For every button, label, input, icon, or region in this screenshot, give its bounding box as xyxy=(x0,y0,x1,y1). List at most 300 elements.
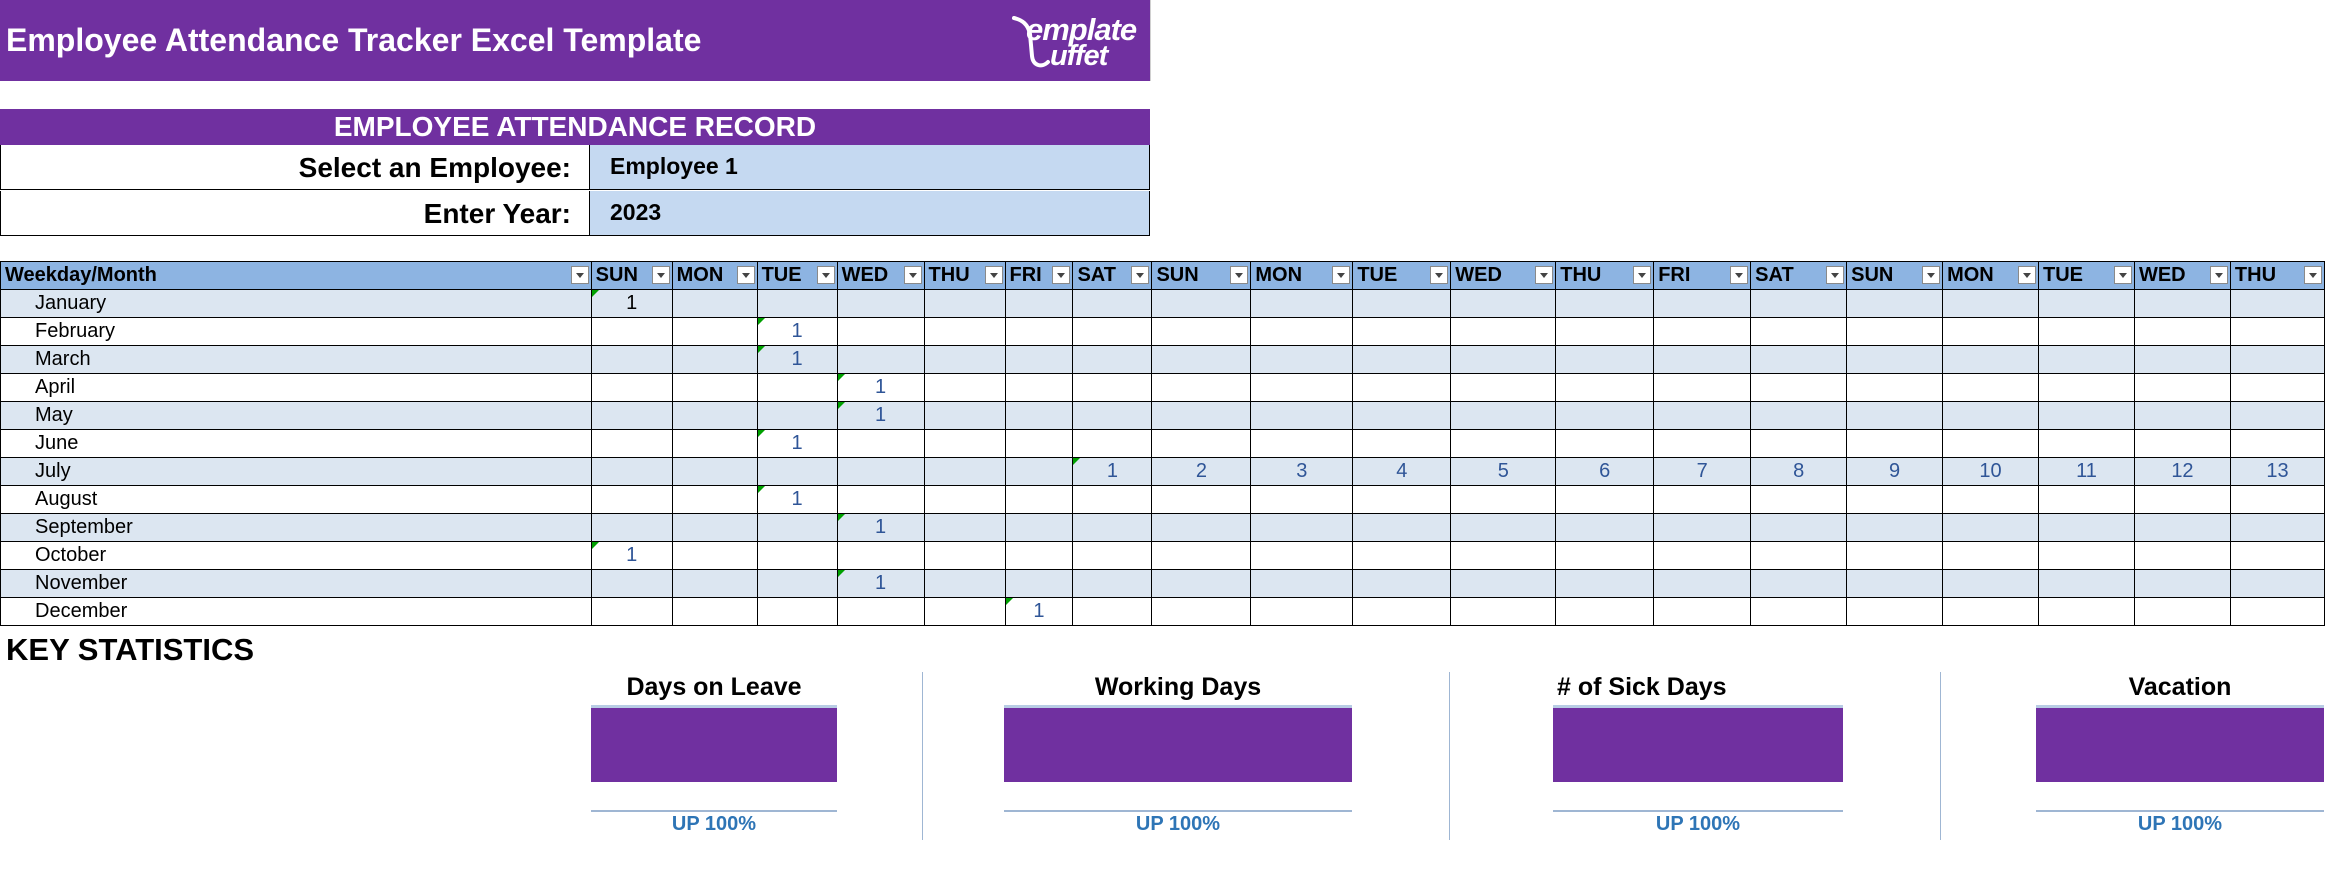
day-cell[interactable] xyxy=(2230,290,2324,318)
day-cell[interactable] xyxy=(1556,486,1654,514)
day-cell[interactable] xyxy=(1943,290,2039,318)
day-cell[interactable] xyxy=(1556,514,1654,542)
day-cell[interactable] xyxy=(2230,346,2324,374)
day-cell[interactable] xyxy=(1073,486,1152,514)
day-cell[interactable] xyxy=(837,346,924,374)
day-cell[interactable] xyxy=(672,318,757,346)
day-cell[interactable] xyxy=(1847,374,1943,402)
day-cell[interactable] xyxy=(672,430,757,458)
day-cell[interactable] xyxy=(1847,598,1943,626)
month-label-cell[interactable]: October xyxy=(1,542,592,570)
day-cell[interactable]: 1 xyxy=(1005,598,1073,626)
day-cell[interactable] xyxy=(1654,290,1751,318)
day-cell[interactable] xyxy=(2039,570,2135,598)
day-cell[interactable] xyxy=(1847,318,1943,346)
day-cell[interactable]: 4 xyxy=(1353,458,1451,486)
day-cell[interactable] xyxy=(1943,402,2039,430)
day-header[interactable] xyxy=(672,262,757,290)
year-input-row xyxy=(0,191,1150,236)
day-cell[interactable] xyxy=(1152,598,1251,626)
day-cell[interactable] xyxy=(2230,542,2324,570)
day-header[interactable] xyxy=(1847,262,1943,290)
day-cell[interactable] xyxy=(2134,374,2230,402)
day-cell[interactable] xyxy=(1251,598,1353,626)
day-cell[interactable] xyxy=(1451,486,1556,514)
day-cell[interactable] xyxy=(2039,346,2135,374)
day-cell[interactable] xyxy=(2230,374,2324,402)
month-label-cell[interactable]: January xyxy=(1,290,592,318)
day-cell[interactable] xyxy=(757,598,837,626)
day-cell[interactable] xyxy=(1556,430,1654,458)
day-cell[interactable] xyxy=(1751,430,1847,458)
day-cell[interactable] xyxy=(1847,570,1943,598)
day-cell[interactable]: 9 xyxy=(1847,458,1943,486)
day-header[interactable] xyxy=(2039,262,2135,290)
day-cell[interactable] xyxy=(672,542,757,570)
day-header[interactable] xyxy=(2230,262,2324,290)
filter-dropdown-icon[interactable] xyxy=(1332,266,1350,284)
filter-dropdown-icon[interactable] xyxy=(2210,266,2228,284)
day-cell[interactable] xyxy=(2039,430,2135,458)
day-cell[interactable] xyxy=(672,486,757,514)
day-cell[interactable] xyxy=(1251,318,1353,346)
day-cell[interactable] xyxy=(1943,514,2039,542)
filter-dropdown-icon[interactable] xyxy=(652,266,670,284)
day-cell[interactable] xyxy=(1556,542,1654,570)
formula-indicator-icon xyxy=(1073,458,1080,465)
day-cell[interactable]: 1 xyxy=(1073,458,1152,486)
day-cell[interactable] xyxy=(2230,598,2324,626)
day-cell[interactable] xyxy=(1751,598,1847,626)
filter-dropdown-icon[interactable] xyxy=(2114,266,2132,284)
day-cell[interactable] xyxy=(757,514,837,542)
day-cell[interactable] xyxy=(924,290,1005,318)
day-cell[interactable] xyxy=(1451,374,1556,402)
day-cell[interactable] xyxy=(2134,290,2230,318)
month-label-cell[interactable]: May xyxy=(1,402,592,430)
day-cell[interactable] xyxy=(1005,458,1073,486)
day-cell[interactable] xyxy=(2134,402,2230,430)
day-cell[interactable] xyxy=(1751,402,1847,430)
day-cell[interactable] xyxy=(1943,374,2039,402)
day-cell[interactable] xyxy=(672,346,757,374)
day-cell[interactable] xyxy=(1152,486,1251,514)
filter-dropdown-icon[interactable] xyxy=(1052,266,1070,284)
day-cell[interactable] xyxy=(2134,542,2230,570)
day-cell[interactable] xyxy=(1654,346,1751,374)
month-label-cell[interactable]: February xyxy=(1,318,592,346)
day-cell[interactable] xyxy=(837,430,924,458)
day-cell[interactable] xyxy=(1556,346,1654,374)
day-cell[interactable] xyxy=(757,374,837,402)
day-cell[interactable] xyxy=(1451,598,1556,626)
month-row xyxy=(1,402,2325,430)
year-input-cell[interactable]: 2023 xyxy=(590,191,1150,236)
day-cell[interactable] xyxy=(1152,430,1251,458)
filter-dropdown-icon[interactable] xyxy=(985,266,1003,284)
day-cell[interactable] xyxy=(1943,542,2039,570)
day-cell[interactable] xyxy=(2134,430,2230,458)
day-cell[interactable] xyxy=(1751,486,1847,514)
day-cell[interactable] xyxy=(1654,318,1751,346)
day-cell[interactable] xyxy=(1943,430,2039,458)
day-cell[interactable]: 12 xyxy=(2134,458,2230,486)
day-cell[interactable] xyxy=(2039,318,2135,346)
day-cell[interactable] xyxy=(1751,346,1847,374)
day-cell[interactable] xyxy=(672,458,757,486)
day-header[interactable] xyxy=(757,262,837,290)
day-cell[interactable] xyxy=(1005,514,1073,542)
day-cell[interactable] xyxy=(1943,598,2039,626)
month-row xyxy=(1,598,2325,626)
month-label-cell[interactable]: September xyxy=(1,514,592,542)
day-cell[interactable]: 11 xyxy=(2039,458,2135,486)
day-cell[interactable] xyxy=(1847,346,1943,374)
day-cell[interactable] xyxy=(1005,402,1073,430)
day-cell[interactable] xyxy=(1251,346,1353,374)
filter-dropdown-icon[interactable] xyxy=(1230,266,1248,284)
day-cell[interactable] xyxy=(1152,290,1251,318)
day-cell[interactable] xyxy=(1251,514,1353,542)
day-cell[interactable] xyxy=(1251,290,1353,318)
day-cell[interactable] xyxy=(1847,290,1943,318)
day-cell[interactable] xyxy=(672,514,757,542)
day-cell[interactable]: 10 xyxy=(1943,458,2039,486)
day-header[interactable] xyxy=(1556,262,1654,290)
day-cell[interactable] xyxy=(1654,374,1751,402)
day-cell[interactable]: 2 xyxy=(1152,458,1251,486)
day-cell[interactable] xyxy=(591,486,672,514)
day-header[interactable] xyxy=(2134,262,2230,290)
month-label-cell[interactable]: November xyxy=(1,570,592,598)
day-cell[interactable] xyxy=(924,514,1005,542)
day-cell[interactable] xyxy=(1556,570,1654,598)
day-cell[interactable] xyxy=(2230,402,2324,430)
day-cell[interactable] xyxy=(591,430,672,458)
day-header[interactable] xyxy=(1943,262,2039,290)
days-on-leave-title: Days on Leave xyxy=(626,673,802,701)
day-cell[interactable] xyxy=(837,318,924,346)
formula-indicator-icon xyxy=(838,374,845,381)
day-cell[interactable] xyxy=(2039,486,2135,514)
day-cell[interactable] xyxy=(1152,318,1251,346)
employee-select-cell[interactable]: Employee 1 xyxy=(590,145,1150,190)
day-cell[interactable] xyxy=(672,402,757,430)
day-cell[interactable] xyxy=(1353,290,1451,318)
day-cell[interactable] xyxy=(2134,486,2230,514)
filter-dropdown-icon[interactable] xyxy=(2304,266,2322,284)
filter-dropdown-icon[interactable] xyxy=(1826,266,1844,284)
day-header[interactable] xyxy=(1251,262,1353,290)
day-cell[interactable] xyxy=(2039,598,2135,626)
day-cell[interactable] xyxy=(924,598,1005,626)
filter-dropdown-icon[interactable] xyxy=(737,266,755,284)
day-cell[interactable]: 7 xyxy=(1654,458,1751,486)
day-cell[interactable] xyxy=(1943,486,2039,514)
day-header[interactable] xyxy=(1654,262,1751,290)
day-cell[interactable]: 1 xyxy=(757,346,837,374)
day-cell[interactable] xyxy=(924,402,1005,430)
filter-dropdown-icon[interactable] xyxy=(1535,266,1553,284)
day-cell[interactable] xyxy=(1005,430,1073,458)
day-cell[interactable] xyxy=(591,318,672,346)
day-cell[interactable]: 13 xyxy=(2230,458,2324,486)
day-cell[interactable] xyxy=(2230,514,2324,542)
day-cell[interactable] xyxy=(1005,318,1073,346)
day-cell[interactable] xyxy=(924,318,1005,346)
day-cell[interactable] xyxy=(1353,430,1451,458)
grid-body xyxy=(1,290,2325,626)
day-header[interactable] xyxy=(1353,262,1451,290)
filter-dropdown-icon[interactable] xyxy=(1922,266,1940,284)
day-cell[interactable] xyxy=(2134,346,2230,374)
day-cell[interactable] xyxy=(1005,486,1073,514)
day-cell[interactable] xyxy=(1353,542,1451,570)
day-cell[interactable] xyxy=(1451,402,1556,430)
day-header-label: SAT xyxy=(1755,264,1794,286)
day-cell[interactable] xyxy=(2230,486,2324,514)
formula-indicator-icon xyxy=(838,402,845,409)
stat-separator xyxy=(1449,672,1450,840)
day-cell[interactable] xyxy=(1353,570,1451,598)
day-cell[interactable] xyxy=(1005,570,1073,598)
day-cell[interactable] xyxy=(1556,290,1654,318)
month-label-cell[interactable]: June xyxy=(1,430,592,458)
day-cell[interactable] xyxy=(1654,486,1751,514)
day-cell[interactable] xyxy=(2134,598,2230,626)
day-cell[interactable]: 1 xyxy=(591,290,672,318)
day-cell[interactable] xyxy=(2039,402,2135,430)
day-cell[interactable] xyxy=(837,290,924,318)
day-cell[interactable] xyxy=(672,290,757,318)
day-cell[interactable] xyxy=(924,374,1005,402)
day-header[interactable] xyxy=(1073,262,1152,290)
day-cell[interactable] xyxy=(2134,514,2230,542)
day-cell[interactable] xyxy=(1353,402,1451,430)
day-cell[interactable] xyxy=(1751,290,1847,318)
day-cell[interactable] xyxy=(1451,346,1556,374)
day-cell[interactable] xyxy=(1451,570,1556,598)
filter-dropdown-icon[interactable] xyxy=(1633,266,1651,284)
day-cell[interactable] xyxy=(591,402,672,430)
day-cell[interactable] xyxy=(591,458,672,486)
day-cell[interactable] xyxy=(1005,542,1073,570)
filter-dropdown-icon[interactable] xyxy=(1730,266,1748,284)
day-cell[interactable] xyxy=(924,570,1005,598)
day-header[interactable] xyxy=(1005,262,1073,290)
day-cell[interactable] xyxy=(837,486,924,514)
day-cell[interactable] xyxy=(1152,402,1251,430)
day-cell[interactable] xyxy=(591,598,672,626)
day-cell[interactable] xyxy=(1353,318,1451,346)
filter-dropdown-icon[interactable] xyxy=(2018,266,2036,284)
filter-dropdown-icon[interactable] xyxy=(1430,266,1448,284)
day-cell[interactable] xyxy=(1556,598,1654,626)
month-label-cell[interactable]: March xyxy=(1,346,592,374)
day-cell[interactable] xyxy=(924,542,1005,570)
day-cell[interactable] xyxy=(1073,430,1152,458)
day-cell[interactable]: 1 xyxy=(837,570,924,598)
day-cell[interactable] xyxy=(1353,346,1451,374)
filter-dropdown-icon[interactable] xyxy=(817,266,835,284)
day-cell[interactable] xyxy=(1251,570,1353,598)
day-cell[interactable] xyxy=(1353,598,1451,626)
day-cell[interactable] xyxy=(1152,374,1251,402)
day-cell[interactable] xyxy=(1751,542,1847,570)
day-cell[interactable] xyxy=(1073,402,1152,430)
day-cell[interactable] xyxy=(672,570,757,598)
filter-dropdown-icon[interactable] xyxy=(1131,266,1149,284)
sick-days-change: UP 100% xyxy=(1655,813,1741,835)
day-cell[interactable] xyxy=(1451,290,1556,318)
day-cell[interactable] xyxy=(1073,374,1152,402)
day-cell[interactable] xyxy=(1005,290,1073,318)
day-cell[interactable] xyxy=(591,374,672,402)
day-cell[interactable] xyxy=(1451,514,1556,542)
day-cell[interactable] xyxy=(1556,374,1654,402)
day-cell[interactable] xyxy=(2134,318,2230,346)
day-cell[interactable] xyxy=(837,542,924,570)
day-cell[interactable] xyxy=(757,542,837,570)
day-cell[interactable] xyxy=(757,290,837,318)
day-header[interactable] xyxy=(837,262,924,290)
day-cell[interactable] xyxy=(1073,346,1152,374)
day-cell[interactable] xyxy=(1654,430,1751,458)
day-cell[interactable] xyxy=(1251,486,1353,514)
day-cell[interactable]: 1 xyxy=(591,542,672,570)
day-cell[interactable] xyxy=(1251,542,1353,570)
day-cell[interactable] xyxy=(2230,430,2324,458)
day-cell[interactable]: 6 xyxy=(1556,458,1654,486)
day-cell[interactable] xyxy=(1073,570,1152,598)
day-cell[interactable]: 1 xyxy=(757,318,837,346)
month-row xyxy=(1,542,2325,570)
day-cell[interactable] xyxy=(1073,542,1152,570)
day-cell[interactable] xyxy=(837,458,924,486)
employee-select-label: Select an Employee: xyxy=(0,145,590,190)
day-cell[interactable]: 1 xyxy=(757,486,837,514)
day-cell[interactable] xyxy=(1654,598,1751,626)
day-cell[interactable] xyxy=(1654,542,1751,570)
day-cell[interactable] xyxy=(1751,374,1847,402)
day-header-label: MON xyxy=(676,264,724,286)
day-cell[interactable] xyxy=(837,598,924,626)
day-cell[interactable]: 1 xyxy=(837,374,924,402)
day-cell[interactable] xyxy=(757,402,837,430)
day-cell[interactable] xyxy=(1751,514,1847,542)
day-cell[interactable] xyxy=(1073,318,1152,346)
day-cell[interactable] xyxy=(1847,542,1943,570)
weekday-month-header[interactable] xyxy=(1,262,592,290)
day-cell[interactable] xyxy=(1654,570,1751,598)
day-cell[interactable] xyxy=(2230,318,2324,346)
day-cell[interactable] xyxy=(1152,346,1251,374)
day-cell[interactable] xyxy=(1751,570,1847,598)
month-label-cell[interactable]: July xyxy=(1,458,592,486)
day-cell[interactable] xyxy=(1005,346,1073,374)
day-cell[interactable] xyxy=(1353,486,1451,514)
day-cell[interactable] xyxy=(1251,430,1353,458)
day-header[interactable] xyxy=(1751,262,1847,290)
day-cell[interactable] xyxy=(1152,570,1251,598)
day-header[interactable] xyxy=(591,262,672,290)
attendance-record-heading: EMPLOYEE ATTENDANCE RECORD xyxy=(0,109,1150,145)
day-cell[interactable] xyxy=(924,430,1005,458)
day-cell[interactable]: 1 xyxy=(837,514,924,542)
weekday-month-label: Weekday/Month xyxy=(5,264,157,286)
day-cell[interactable] xyxy=(1251,374,1353,402)
month-label-cell[interactable]: August xyxy=(1,486,592,514)
day-cell[interactable] xyxy=(2039,374,2135,402)
day-cell[interactable]: 8 xyxy=(1751,458,1847,486)
day-cell[interactable] xyxy=(2230,570,2324,598)
filter-dropdown-icon[interactable] xyxy=(571,266,589,284)
day-cell[interactable] xyxy=(672,374,757,402)
day-cell[interactable]: 1 xyxy=(757,430,837,458)
day-cell[interactable] xyxy=(1654,514,1751,542)
month-row xyxy=(1,430,2325,458)
day-cell[interactable] xyxy=(591,570,672,598)
filter-dropdown-icon[interactable] xyxy=(904,266,922,284)
day-cell[interactable] xyxy=(1353,374,1451,402)
day-cell[interactable] xyxy=(1073,598,1152,626)
day-cell[interactable] xyxy=(1943,570,2039,598)
day-cell[interactable] xyxy=(2134,570,2230,598)
day-cell[interactable] xyxy=(1073,514,1152,542)
day-cell[interactable] xyxy=(1943,318,2039,346)
day-cell[interactable]: 3 xyxy=(1251,458,1353,486)
day-cell[interactable] xyxy=(1847,402,1943,430)
day-cell[interactable] xyxy=(1847,514,1943,542)
day-cell[interactable] xyxy=(2039,514,2135,542)
day-cell[interactable]: 5 xyxy=(1451,458,1556,486)
day-cell[interactable] xyxy=(1005,374,1073,402)
day-header[interactable] xyxy=(924,262,1005,290)
day-cell[interactable] xyxy=(1943,346,2039,374)
day-cell[interactable] xyxy=(672,598,757,626)
day-header[interactable] xyxy=(1451,262,1556,290)
day-header[interactable] xyxy=(1152,262,1251,290)
day-cell[interactable] xyxy=(1152,542,1251,570)
day-cell[interactable] xyxy=(1451,318,1556,346)
day-cell[interactable] xyxy=(2039,542,2135,570)
day-cell[interactable] xyxy=(924,346,1005,374)
day-cell[interactable] xyxy=(1152,514,1251,542)
month-label-cell[interactable]: April xyxy=(1,374,592,402)
day-cell[interactable] xyxy=(757,458,837,486)
day-cell[interactable] xyxy=(924,458,1005,486)
day-cell[interactable] xyxy=(1451,430,1556,458)
day-cell[interactable] xyxy=(1451,542,1556,570)
day-cell[interactable] xyxy=(1556,318,1654,346)
day-cell[interactable] xyxy=(1654,402,1751,430)
day-cell[interactable] xyxy=(757,570,837,598)
day-cell[interactable] xyxy=(591,346,672,374)
day-cell[interactable]: 1 xyxy=(837,402,924,430)
day-cell[interactable] xyxy=(1847,430,1943,458)
day-cell[interactable] xyxy=(2039,290,2135,318)
day-cell[interactable] xyxy=(1353,514,1451,542)
day-cell[interactable] xyxy=(924,486,1005,514)
day-cell[interactable] xyxy=(1847,486,1943,514)
attendance-grid xyxy=(0,261,2325,626)
day-cell[interactable] xyxy=(591,514,672,542)
month-label-cell[interactable]: December xyxy=(1,598,592,626)
day-cell[interactable] xyxy=(1073,290,1152,318)
day-cell[interactable] xyxy=(1251,402,1353,430)
day-cell[interactable] xyxy=(1751,318,1847,346)
day-cell[interactable] xyxy=(1556,402,1654,430)
